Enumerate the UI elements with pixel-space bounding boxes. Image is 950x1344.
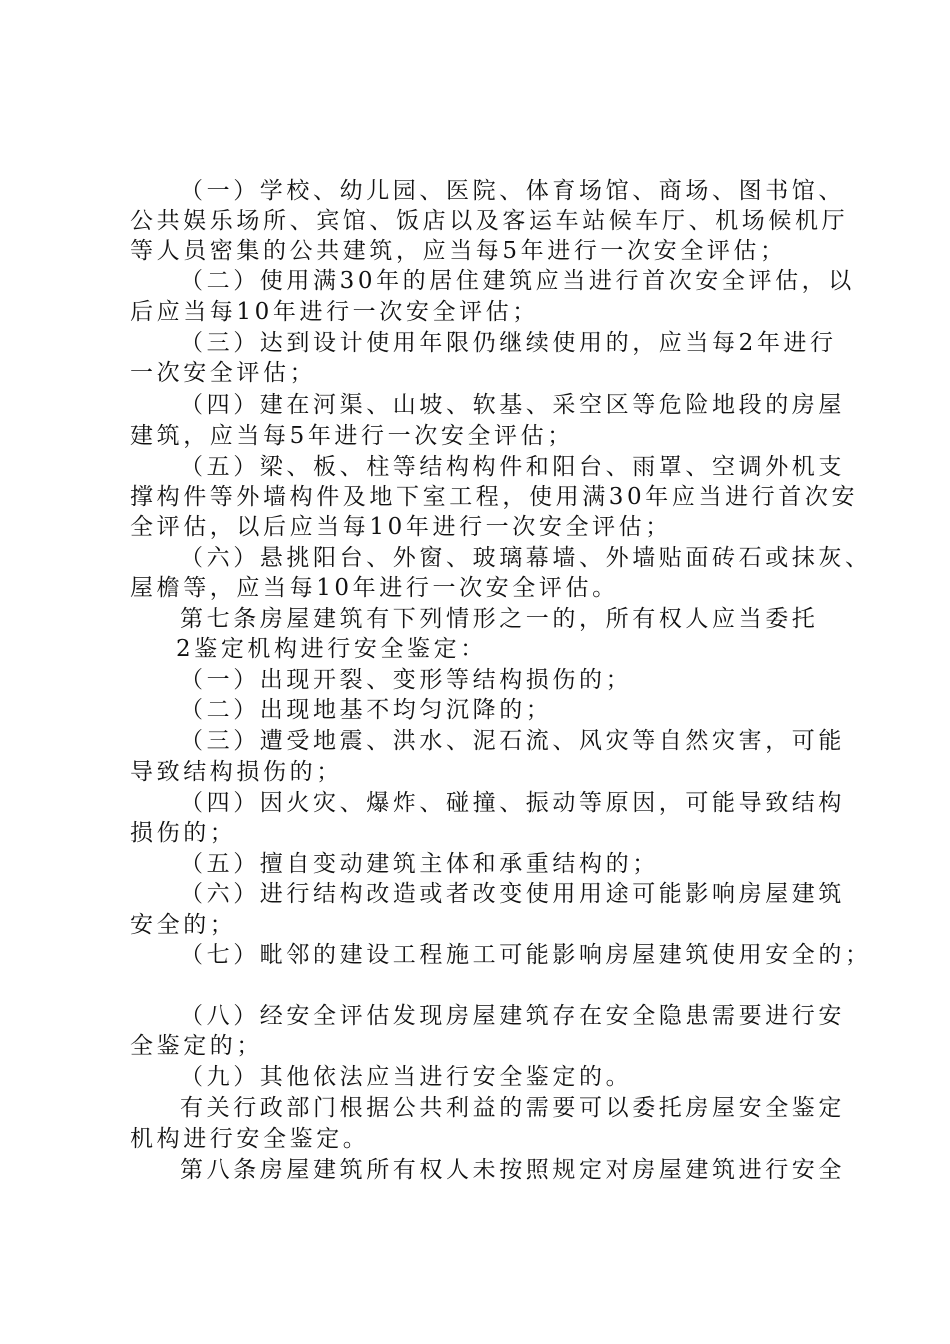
text-line: （六）进行结构改造或者改变使用用途可能影响房屋建筑 [180, 881, 845, 907]
text-line: （三）达到设计使用年限仍继续使用的，应当每2年进行 [180, 330, 837, 356]
text-line: 有关行政部门根据公共利益的需要可以委托房屋安全鉴定 [180, 1095, 845, 1121]
text-line: 导致结构损伤的； [130, 759, 343, 785]
text-line: （四）因火灾、爆炸、碰撞、振动等原因，可能导致结构 [180, 790, 845, 816]
text-line: 后应当每10年进行一次安全评估； [130, 299, 539, 325]
text-line: （二）使用满30年的居住建筑应当进行首次安全评估，以 [180, 268, 855, 294]
text-line: （九）其他依法应当进行安全鉴定的。 [180, 1064, 633, 1090]
text-line: 第七条房屋建筑有下列情形之一的，所有权人应当委托 [180, 606, 819, 632]
text-line: （三）遭受地震、洪水、泥石流、风灾等自然灾害，可能 [180, 728, 845, 754]
text-line: （一）学校、幼儿园、医院、体育场馆、商场、图书馆、 [180, 178, 845, 204]
text-line: 2鉴定机构进行安全鉴定： [176, 636, 487, 662]
text-line: 一次安全评估； [130, 360, 317, 386]
text-line: （一）出现开裂、变形等结构损伤的； [180, 667, 633, 693]
text-line: 损伤的； [130, 820, 237, 846]
text-line: 等人员密集的公共建筑，应当每5年进行一次安全评估； [130, 238, 787, 264]
text-line: 机构进行安全鉴定。 [130, 1126, 370, 1152]
text-line: （四）建在河渠、山坡、软基、采空区等危险地段的房屋 [180, 392, 845, 418]
text-line: 屋檐等，应当每10年进行一次安全评估。 [130, 575, 619, 601]
text-line: 全鉴定的； [130, 1033, 263, 1059]
text-line: （六）悬挑阳台、外窗、玻璃幕墙、外墙贴面砖石或抹灰、 [180, 545, 872, 571]
text-line: 公共娱乐场所、宾馆、饭店以及客运车站候车厅、机场候机厅 [130, 208, 849, 234]
text-line: 撑构件等外墙构件及地下室工程，使用满30年应当进行首次安 [130, 484, 859, 510]
text-line: （五）梁、板、柱等结构构件和阳台、雨罩、空调外机支 [180, 454, 845, 480]
text-line: 第八条房屋建筑所有权人未按照规定对房屋建筑进行安全 [180, 1157, 845, 1183]
text-line: 全评估，以后应当每10年进行一次安全评估； [130, 514, 672, 540]
text-line: 安全的； [130, 912, 237, 938]
text-line: （五）擅自变动建筑主体和承重结构的； [180, 851, 659, 877]
text-line: （二）出现地基不均匀沉降的； [180, 697, 553, 723]
text-line: （八）经安全评估发现房屋建筑存在安全隐患需要进行安 [180, 1003, 845, 1029]
text-line: 建筑，应当每5年进行一次安全评估； [130, 423, 574, 449]
text-line: （七）毗邻的建设工程施工可能影响房屋建筑使用安全的； [180, 942, 872, 968]
